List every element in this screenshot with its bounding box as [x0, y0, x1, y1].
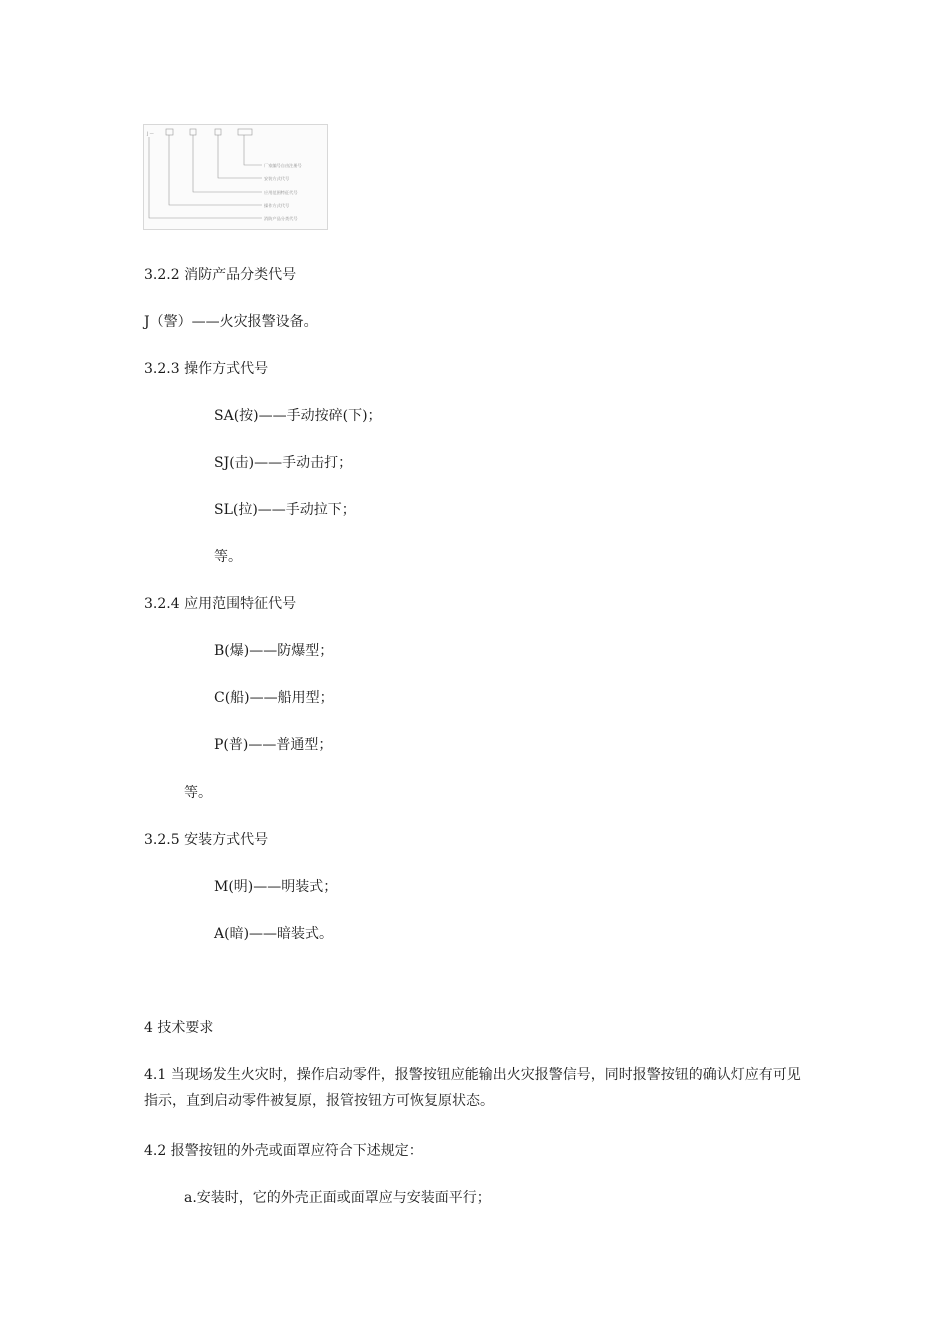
list-item: P(普)——普通型；: [214, 737, 333, 753]
code-structure-diagram: [144, 125, 327, 229]
clause-a: a.安装时，它的外壳正面或面罩应与安装面平行；: [184, 1190, 491, 1206]
section-heading-323: 3.2.3 操作方式代号: [144, 361, 269, 377]
definition-line: J（警）——火灾报警设备。: [144, 314, 318, 330]
figure-label: 应用范围特征代号: [264, 190, 298, 195]
list-item: SA(按)——手动按碎(下)；: [214, 408, 382, 424]
figure-label: 操作方式代号: [264, 203, 290, 208]
code-box: [190, 129, 196, 135]
paragraph-42: 4.2 报警按钮的外壳或面罩应符合下述规定：: [144, 1143, 423, 1159]
figure-label: 厂家编号自由注册号: [264, 163, 302, 168]
code-box: [215, 129, 221, 135]
chapter-heading-4: 4 技术要求: [144, 1020, 214, 1036]
list-item: B(爆)——防爆型；: [214, 643, 334, 659]
connector-line: [193, 135, 262, 192]
figure-prefix: J —: [147, 131, 154, 136]
figure-label: 消防产品分类代号: [264, 216, 298, 221]
list-item: SJ(击)——手动击打；: [214, 455, 353, 471]
figure-label: 安装方式代号: [264, 176, 290, 181]
list-item: A(暗)——暗装式。: [214, 926, 334, 942]
section-heading-325: 3.2.5 安装方式代号: [144, 832, 269, 848]
section-heading-322: 3.2.2 消防产品分类代号: [144, 267, 297, 283]
code-box: [238, 129, 252, 135]
list-item: SL(拉)——手动拉下；: [214, 502, 356, 518]
paragraph-41: 4.1 当现场发生火灾时，操作启动零件，报警按钮应能输出火灾报警信号，同时报警按钮的确认灯应有可见指示，直到启动零件被复原，报管按钮方可恢复原状态。: [144, 1067, 801, 1109]
connector-line: [169, 135, 262, 205]
code-structure-figure: [143, 124, 328, 230]
section-heading-324: 3.2.4 应用范围特征代号: [144, 596, 297, 612]
list-item: 等。: [214, 549, 242, 565]
connector-line: [244, 135, 262, 165]
list-item: M(明)——明装式；: [214, 879, 338, 895]
list-item: C(船)——船用型；: [214, 690, 334, 706]
connector-line: [149, 137, 262, 218]
connector-line: [218, 135, 262, 178]
list-tail: 等。: [184, 785, 212, 801]
code-box: [166, 129, 173, 135]
